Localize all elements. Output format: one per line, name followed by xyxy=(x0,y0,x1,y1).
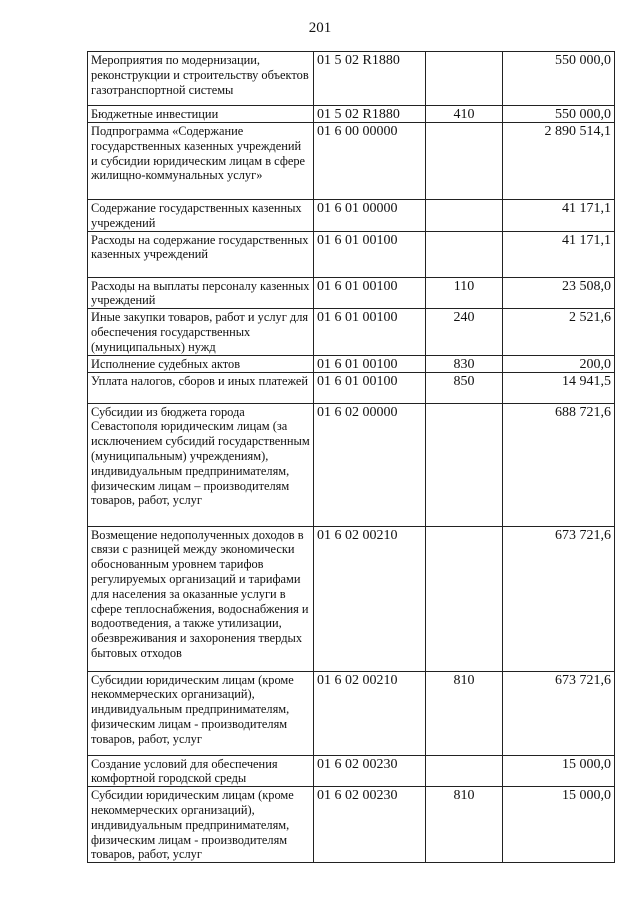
row-code-cell: 01 6 00 00000 xyxy=(314,123,426,200)
row-code-cell: 01 6 01 00100 xyxy=(314,231,426,277)
row-code-cell: 01 6 01 00100 xyxy=(314,309,426,355)
row-amount-cell: 15 000,0 xyxy=(503,787,615,863)
table-row xyxy=(88,106,615,123)
row-amount-cell: 200,0 xyxy=(503,355,615,372)
row-expense-type-cell: 830 xyxy=(426,355,503,372)
row-code-cell: 01 6 02 00210 xyxy=(314,526,426,671)
row-expense-type-cell xyxy=(426,403,503,526)
row-name-cell: Уплата налогов, сборов и иных платежей xyxy=(88,372,314,403)
row-code-cell: 01 5 02 R1880 xyxy=(314,52,426,106)
row-amount-cell: 673 721,6 xyxy=(503,526,615,671)
row-name-cell: Субсидии юридическим лицам (кроме некоммерческих организаций), индивидуальным предпринимателям, физическим лицам - производителям товаров, работ, услуг xyxy=(88,671,314,755)
row-expense-type-cell xyxy=(426,200,503,232)
row-expense-type-cell xyxy=(426,755,503,787)
budget-table-body xyxy=(88,52,615,863)
row-amount-cell: 550 000,0 xyxy=(503,106,615,123)
table-row xyxy=(88,403,615,526)
row-expense-type-cell: 410 xyxy=(426,106,503,123)
row-expense-type-cell: 240 xyxy=(426,309,503,355)
row-code-cell: 01 6 02 00000 xyxy=(314,403,426,526)
row-name-cell: Возмещение недополученных доходов в связи с разницей между экономически обоснованным уровнем тарифов регулируемых организаций и тарифами для населения за оказанные услуги в сфере теплоснабжения, водоснабжения и водоотведения, а также утилизации, обезвреживания и захоронения твердых бытовых отходов xyxy=(88,526,314,671)
row-code-cell: 01 6 02 00230 xyxy=(314,787,426,863)
row-expense-type-cell: 810 xyxy=(426,787,503,863)
row-amount-cell: 673 721,6 xyxy=(503,671,615,755)
table-row xyxy=(88,526,615,671)
table-row xyxy=(88,372,615,403)
row-amount-cell: 15 000,0 xyxy=(503,755,615,787)
table-row xyxy=(88,787,615,863)
page-number: 201 xyxy=(308,20,332,36)
table-row xyxy=(88,200,615,232)
row-expense-type-cell xyxy=(426,123,503,200)
row-name-cell: Мероприятия по модернизации, реконструкции и строительству объектов газотранспортной системы xyxy=(88,52,314,106)
row-name-cell: Создание условий для обеспечения комфортной городской среды xyxy=(88,755,314,787)
row-amount-cell: 41 171,1 xyxy=(503,231,615,277)
row-amount-cell: 14 941,5 xyxy=(503,372,615,403)
row-code-cell: 01 6 01 00100 xyxy=(314,277,426,309)
row-code-cell: 01 6 01 00100 xyxy=(314,372,426,403)
row-code-cell: 01 6 01 00000 xyxy=(314,200,426,232)
row-amount-cell: 2 890 514,1 xyxy=(503,123,615,200)
table-row xyxy=(88,355,615,372)
table-row xyxy=(88,52,615,106)
table-row xyxy=(88,277,615,309)
row-name-cell: Подпрограмма «Содержание государственных казенных учреждений и субсидии юридическим лицам в сфере жилищно-коммунальных услуг» xyxy=(88,123,314,200)
table-row xyxy=(88,231,615,277)
row-name-cell: Бюджетные инвестиции xyxy=(88,106,314,123)
row-name-cell: Субсидии из бюджета города Севастополя юридическим лицам (за исключением субсидий государственным (муниципальным) учреждениям), индивидуальным предпринимателям, физическим лицам – производителям товаров, работ, услуг xyxy=(88,403,314,526)
row-expense-type-cell xyxy=(426,231,503,277)
row-code-cell: 01 5 02 R1880 xyxy=(314,106,426,123)
table-row xyxy=(88,309,615,355)
row-amount-cell: 550 000,0 xyxy=(503,52,615,106)
table-row xyxy=(88,755,615,787)
row-amount-cell: 2 521,6 xyxy=(503,309,615,355)
row-amount-cell: 23 508,0 xyxy=(503,277,615,309)
row-name-cell: Расходы на выплаты персоналу казенных учреждений xyxy=(88,277,314,309)
table-row xyxy=(88,123,615,200)
row-name-cell: Исполнение судебных актов xyxy=(88,355,314,372)
row-name-cell: Субсидии юридическим лицам (кроме некоммерческих организаций), индивидуальным предпринимателям, физическим лицам - производителям товаров, работ, услуг xyxy=(88,787,314,863)
row-code-cell: 01 6 02 00210 xyxy=(314,671,426,755)
row-expense-type-cell xyxy=(426,52,503,106)
row-name-cell: Содержание государственных казенных учреждений xyxy=(88,200,314,232)
row-expense-type-cell: 810 xyxy=(426,671,503,755)
budget-table xyxy=(87,51,615,863)
row-expense-type-cell: 850 xyxy=(426,372,503,403)
row-code-cell: 01 6 01 00100 xyxy=(314,355,426,372)
row-amount-cell: 41 171,1 xyxy=(503,200,615,232)
row-name-cell: Расходы на содержание государственных казенных учреждений xyxy=(88,231,314,277)
table-row xyxy=(88,671,615,755)
row-name-cell: Иные закупки товаров, работ и услуг для обеспечения государственных (муниципальных) нужд xyxy=(88,309,314,355)
row-amount-cell: 688 721,6 xyxy=(503,403,615,526)
row-code-cell: 01 6 02 00230 xyxy=(314,755,426,787)
row-expense-type-cell: 110 xyxy=(426,277,503,309)
row-expense-type-cell xyxy=(426,526,503,671)
